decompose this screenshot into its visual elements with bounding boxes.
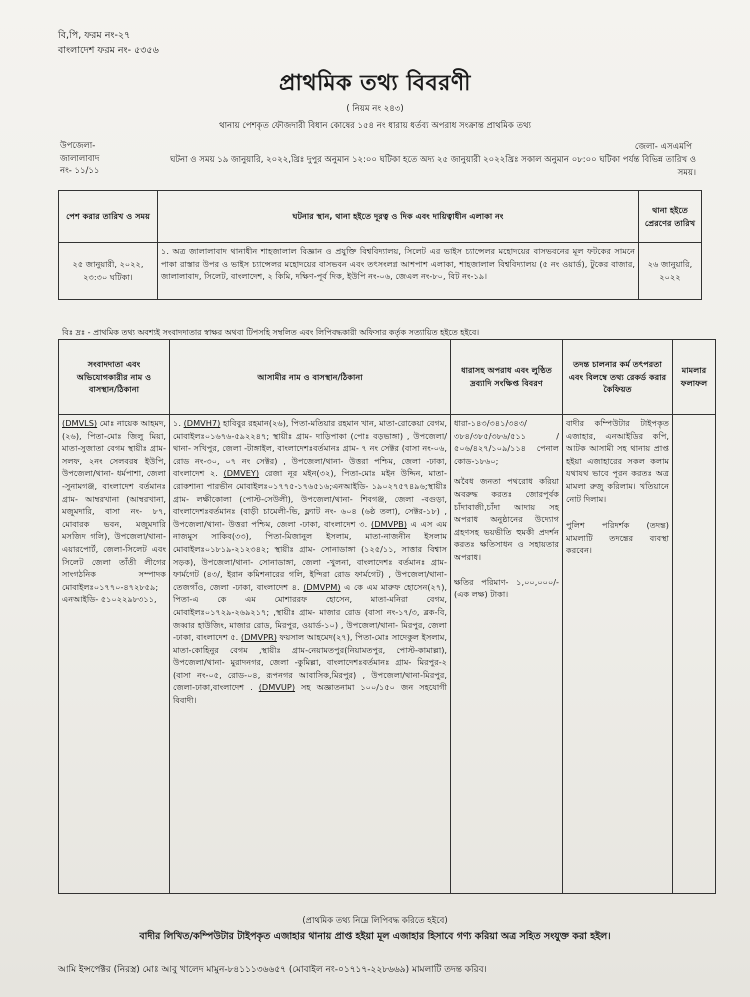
informant-header: সংবাদদাতা এবং অভিযোগকারীর নাম ও বাসস্থান/ঠিকানা bbox=[59, 340, 170, 415]
accused-code: (DMVPM) bbox=[303, 581, 341, 592]
accused-code: (DMVEY) bbox=[223, 468, 260, 479]
document-subtitle: থানায় পেশকৃত ফৌজদারী বিধান কোষের ১৫৪ নং ধারায় ধর্তব্য অপরাধ সংক্রান্ত প্রাথমিক তথ্য bbox=[219, 121, 531, 131]
accused-code: (DMVH7) bbox=[183, 418, 221, 428]
accused-num: ৫. bbox=[230, 632, 239, 643]
accused-num: ২. bbox=[209, 468, 218, 479]
investigation-cell bbox=[563, 415, 673, 894]
accused-num: ৩. bbox=[359, 518, 368, 529]
footer-statement: বাদীর লিখিত/কম্পিউটার টাইপকৃত এজাহার থানায় প্রাপ্ত হইয়া মূল এজাহার হিসাবে গণ্য করিয়া অত্র সহিত সংযুক্ত করা হইল। bbox=[139, 931, 611, 942]
accused-header: আসামীর নাম ও বাসস্থান/ঠিকানা bbox=[170, 340, 451, 415]
accused-cell bbox=[170, 415, 451, 894]
submit-date-header: পেশ করার তারিখ ও সময় bbox=[59, 191, 158, 243]
document-title: প্রাথমিক তথ্য বিবরণী bbox=[279, 71, 471, 96]
send-date-cell: ২৬ জানুয়ারি, ২০২২ bbox=[639, 243, 702, 300]
form-bp-number: বি,পি, ফরম নং-২৭ bbox=[58, 30, 131, 41]
investigation-header: তদন্ত চালনার কর্ম তৎপরতা এবং বিলম্বে তথ্য রেকর্ড করার কৈফিয়ত bbox=[563, 340, 673, 415]
upazila-name: জালালাবাদ bbox=[60, 153, 100, 164]
accused-num: ৪. bbox=[291, 581, 300, 592]
offence-header: ধারাসহ অপরাধ এবং লুণ্ঠিত দ্রব্যাদি সংক্ষিপ্ত বিবরণ bbox=[451, 340, 563, 415]
case-detail-table bbox=[58, 339, 716, 894]
accused-code: (DMVPB) bbox=[371, 518, 407, 529]
attestation-note: বিঃ দ্রঃ - প্রাথমিক তথ্য অবশ্যই সংবাদদাতার স্বাক্ষর অথবা টিপসহি সম্বলিত এবং লিপিবদ্ধকারী অফিসার কর্তৃক সত্যায়িত হইতে হইবে। bbox=[62, 328, 480, 337]
rule-number: ( নিয়ম নং ২৪৩) bbox=[346, 104, 404, 114]
incident-table bbox=[58, 190, 702, 300]
informant-code: (DMVLS) bbox=[62, 418, 98, 428]
form-bd-number: বাংলাদেশ ফরম নং- ৫৩৫৬ bbox=[58, 45, 159, 56]
accused-details: এ এস এম নাজমুস সাকিব(৩৩), পিতা-মিজানুল ইসলাম, মাতা-নাজনীন ইসলাম মোবাইলঃ০১৮১৯-২১২৩৪২; স্থায়ীঃ গ্রাম- সোনাডাঙ্গা (১২৫/১১, সাত্তার বিশ্বাস সড়ক), উপজেলা/থানা- সোনাডাঙ্গা, জেলা -খুলনা, বাংলাদেশঃ বর্তমানঃ গ্রাম- ফার্মগেট (৪৩/, ইরান কমিশনারের গলি, ইন্দিরা রোড ফার্মগেট) , উপজেলা/থানা- তেজগাঁও, জেলা -ঢাকা, বাংলাদেশ bbox=[173, 518, 448, 592]
send-date-header: থানা হইতে প্রেরণের তারিখ bbox=[639, 191, 702, 243]
accused-details: সহ অজ্ঞাতনামা ১০০/১৫০ জন সহযোগী বিবাদী। bbox=[173, 682, 447, 706]
place-cell: ১. অত্র জালালাবাদ থানাধীন শাহজালাল বিজ্ঞান ও প্রযুক্তি বিশ্ববিদ্যালয়, সিলেট এর ভাইস চ্যান্সেলর মহোদয়ের বাসভবনের মূল ফটকের সামনে পাকা রাস্তার উপর ও ভাইস চ্যান্সেলর মহোদয়ের বাসভবন এবং তৎসংলগ্ন আশপাশ এলাকা, শাহজালাল বিশ্ববিদ্যালয় (৫ নং ওয়ার্ড), টুকের বাজার, জালালাবাদ, সিলেট, বাংলাদেশ, ২ কিমি, দক্ষিণ-পূর্ব দিক, ইউপি নং-০৬, জেএল নং-৮০, বিট নং-১৯। bbox=[158, 243, 639, 300]
offence-sections: ধারা-১৪৩/৩৪১/৩৪৩/ ৩৮৪/৩৮৫/৩৮৬/৫১১ /৫০৬/৪২৭/১০৯/১১৪ পেনাল কোড-১৮৬০; bbox=[454, 418, 559, 466]
informant-cell bbox=[59, 415, 170, 894]
upazila-block bbox=[60, 140, 99, 178]
submit-date-cell: ২৫ জানুয়ারী, ২০২২, ২৩:৩০ ঘটিকা। bbox=[59, 243, 158, 300]
footer-note: (প্রাথমিক তথ্য নিম্নে লিপিবদ্ধ করিতে হইবে) bbox=[302, 916, 448, 926]
accused-details: ফয়সাল আহমেদ(২৭), পিতা-মোঃ সাদেকুল ইসলাম, মাতা-কোহিনুর বেগম ,স্থায়ীঃ গ্রাম-নেয়ামতপুর(নিয়ামতপুর, পোস্ট-কামাল্লা), উপজেলা/থানা- মুরাদনগর, জেলা -কুমিল্লা, বাংলাদেশঃবর্তমানঃ গ্রাম- মিরপুর-২ (বাসা নং-০৫, রোড-০৪, রূপনগর আবাসিক,মিরপুর) , উপজেলা/থানা-মিরপুর, জেলা-ঢাকা,বাংলাদেশ . bbox=[173, 632, 447, 693]
offence-cell bbox=[451, 415, 563, 894]
accused-details: রেজা নূর মইন(৩২), পিতা-মোঃ মইন উদ্দিন, মাতা-রোকশানা পারভীন মোবাইলঃ০১৭৭৫-১৭৬৫১৬;এনআইডি- ১৯০২৭৫৭৪৯৬;স্থায়ীঃ গ্রাম- লক্ষীকোলা (পোস্ট-সেউলী), উপজেলা/থানা- শিবগঞ্জ, জেলা -বগুড়া, বাংলাদেশঃবর্তমানঃ (বাড়ী চামেলী-ভি, ফ্ল্যাট নং- ৬০৪ (৬ষ্ঠ তলা), সেক্টর-১৮) , উপজেলা/থানা- উত্তরা পশ্চিম, জেলা -ঢাকা, বাংলাদেশ bbox=[173, 468, 447, 529]
investigation-assign: পুলিশ পরিদর্শক (তদন্ত) মামলাটি তদন্তের ব্যবস্থা করবেন। bbox=[566, 520, 669, 556]
upazila-label: উপজেলা- bbox=[60, 141, 96, 151]
loss-amount: ক্ষতির পরিমাণ- ১,০০,০০০/-(এক লক্ষ) টাকা। bbox=[454, 576, 559, 600]
case-number: নং- ১১/১১ bbox=[60, 166, 100, 176]
event-time: ঘটনা ও সময় ১৯ জানুয়ারি, ২০২২,খ্রিঃ দুপুর অনুমান ১২:০০ ঘটিকা হতে অদ্য ২৫ জানুয়ারী ২০২২খ্রিঃ সকাল অনুমান ০৮:০০ ঘটিকা পর্যন্ত বিভিন্ন তারিখ ও সময়। bbox=[170, 155, 696, 178]
accused-details: এ কে এম মারুফ হোসেন(২৭), পিতা-এ কে এম মোশাররফ হোসেন, মাতা-মনিরা বেগম, মোবাইলঃ০১৭২৯-২৬৯২১৭; ,স্থায়ীঃ গ্রাম- মাজার রোড (বাসা নং-১৭/৩, ব্লক-বি, জব্বার হাউজিং, মাজার রোড, মিরপুর, ওয়ার্ড-১০) , উপজেলা/থানা- মিরপুর, জেলা -ঢাকা, বাংলাদেশ bbox=[173, 581, 447, 643]
accused-code: (DMVPR) bbox=[240, 632, 277, 643]
informant-details: মোঃ নায়েক আহমদ, (২৬), পিতা-মোঃ জিলু মিয়া, মাতা-সুজাতা বেগম স্থায়ীঃ গ্রাম- সলফ, ২নং সেলবরষ ইউপি, উপজেলা/থানা- ধর্মপাশা, জেলা -সুনামগঞ্জ, বাংলাদেশ বর্তমানঃ গ্রাম- আম্বরখানা (আম্বরখানা, মজুমদারি, বাসা নং- ৮৭, মোবারক ভবন, মজুমদারি মসজিদ গলি), উপজেলা/থানা- এয়ারপোর্ট, জেলা-সিলেট এবং সিলেট জেলা তাঁতী লীগের সাংগঠনিক সম্পাদক মোবাইলঃ০১৭৭০-৪৭২৮৫৯; এনআইডি- ৫১০২২৯৮৩১১, bbox=[62, 418, 166, 605]
place-header: ঘটনার স্থান, থানা হইতে দূরত্ব ও দিক এবং দায়িত্বাধীন এলাকা নং bbox=[158, 191, 639, 243]
accused-details: হাবিবুর রহমান(২৬), পিতা-মতিয়ার রহমান খান, মাতা-রোকেয়া বেগম, মোবাইলঃ০১৬৭৬-৫৯২২৪৭; স্থায়ীঃ গ্রাম- দাড়িপাকা (পোঃ বড়ভাঙ্গা) , উপজেলা/থানা- সখিপুর, জেলা -টাঙ্গাইল, বাংলাদেশঃবর্তমানঃ গ্রাম- ৭ নং সেক্টর (বাসা নং-০৬, রোড নং-৩০, ০৭ নং সেক্টর) , উপজেলা/থানা- উত্তরা পশ্চিম, জেলা -ঢাকা, বাংলাদেশ bbox=[173, 418, 448, 479]
investigation-action: বাদীর কম্পিউটার টাইপকৃত এজাহার, এনআইডির কপি, আটক আসামী সহ থানায় প্রাপ্ত হইয়া এজাহারের সকল কলাম যথাযথ ভাবে পূরন করতঃ অত্র মামলা রুজু করিলাম। খতিয়ানে নোট দিলাম। bbox=[566, 418, 669, 504]
accused-code: (DMVUP) bbox=[258, 682, 296, 693]
result-cell bbox=[673, 415, 716, 894]
offence-description: অবৈধ জনতা পথরোধ করিয়া অবরুদ্ধ করতঃ জোরপূর্বক চাঁদাবাজী,চাঁদা আদায় সহ অপরাধ অনুষ্ঠানের উদ্যোগ গ্রহণসহ ভয়ভীতি হুমকী প্রদর্শন করতঃ ক্ষতিসাধন ও সহায়তার অপরাধ। bbox=[454, 476, 559, 562]
accused-num: ১. bbox=[173, 418, 181, 428]
result-header: মামলার ফলাফল bbox=[673, 340, 716, 415]
district-label: জেলা- এসএমপি bbox=[634, 142, 692, 152]
officer-statement: আমি ইন্সপেক্টর (নিরস্ত্র) মোঃ আবু খালেদ মামুন-৮৪১১১৩৬৬৫৭ (মোবাইল নং-০১৭১৭-২২৮৬৬৯) মামলাটি তদন্ত করিব। bbox=[58, 965, 487, 975]
form-reference bbox=[58, 28, 159, 58]
